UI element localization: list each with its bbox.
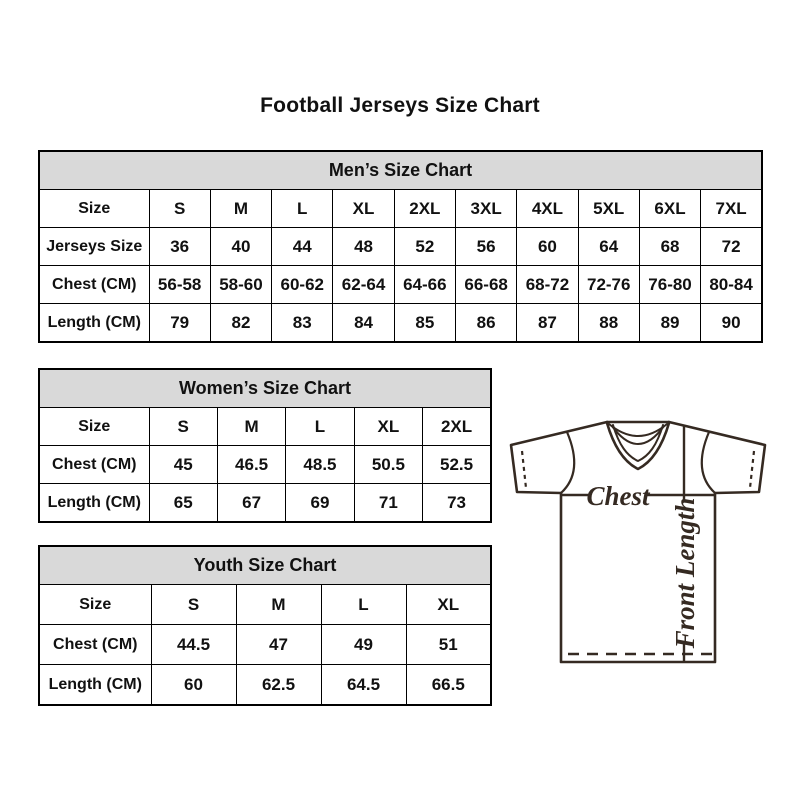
- column-header-cell: M: [217, 408, 285, 446]
- size-value-cell: 65: [149, 484, 217, 523]
- size-value-cell: 89: [639, 304, 700, 343]
- column-header-cell: 2XL: [394, 190, 455, 228]
- size-value-cell: 67: [217, 484, 285, 523]
- column-header-cell: 6XL: [639, 190, 700, 228]
- size-value-cell: 52.5: [423, 446, 491, 484]
- size-value-cell: 66-68: [455, 266, 516, 304]
- column-header-cell: 2XL: [423, 408, 491, 446]
- column-header-cell: XL: [354, 408, 422, 446]
- size-value-cell: 48: [333, 228, 394, 266]
- row-label-cell: Chest (CM): [39, 446, 149, 484]
- size-value-cell: 36: [149, 228, 210, 266]
- table-row: [39, 484, 491, 523]
- table-row: [39, 585, 491, 625]
- column-header-cell: L: [286, 408, 354, 446]
- size-value-cell: 45: [149, 446, 217, 484]
- mens-size-table: [38, 150, 763, 343]
- jersey-left-armhole-seam: [561, 432, 574, 493]
- womens-size-table: [38, 368, 492, 523]
- row-label-cell: Size: [39, 585, 151, 625]
- front-length-label: Front Length: [670, 497, 700, 649]
- size-value-cell: 71: [354, 484, 422, 523]
- size-value-cell: 68-72: [517, 266, 578, 304]
- size-value-cell: 64-66: [394, 266, 455, 304]
- size-value-cell: 60: [151, 665, 236, 706]
- jersey-diagram: [504, 410, 776, 668]
- size-value-cell: 56: [455, 228, 516, 266]
- column-header-cell: 5XL: [578, 190, 639, 228]
- column-header-cell: XL: [333, 190, 394, 228]
- size-value-cell: 66.5: [406, 665, 491, 706]
- table-row: [39, 625, 491, 665]
- size-value-cell: 82: [210, 304, 271, 343]
- size-value-cell: 86: [455, 304, 516, 343]
- size-value-cell: 50.5: [354, 446, 422, 484]
- size-value-cell: 46.5: [217, 446, 285, 484]
- column-header-cell: L: [321, 585, 406, 625]
- page-title: Football Jerseys Size Chart: [260, 94, 540, 117]
- size-value-cell: 62.5: [236, 665, 321, 706]
- size-value-cell: 40: [210, 228, 271, 266]
- row-label-cell: Jerseys Size: [39, 228, 149, 266]
- column-header-cell: S: [149, 190, 210, 228]
- size-value-cell: 51: [406, 625, 491, 665]
- size-value-cell: 47: [236, 625, 321, 665]
- size-value-cell: 60: [517, 228, 578, 266]
- table-title-row: [39, 546, 491, 585]
- table-row: [39, 446, 491, 484]
- column-header-cell: 7XL: [701, 190, 762, 228]
- table-row: [39, 190, 762, 228]
- size-value-cell: 79: [149, 304, 210, 343]
- row-label-cell: Length (CM): [39, 484, 149, 523]
- row-label-cell: Size: [39, 408, 149, 446]
- size-value-cell: 62-64: [333, 266, 394, 304]
- table-row: [39, 266, 762, 304]
- row-label-cell: Length (CM): [39, 665, 151, 706]
- size-value-cell: 68: [639, 228, 700, 266]
- size-value-cell: 73: [423, 484, 491, 523]
- column-header-cell: M: [236, 585, 321, 625]
- row-label-cell: Chest (CM): [39, 625, 151, 665]
- womens-table-title: Women’s Size Chart: [39, 369, 491, 408]
- size-value-cell: 64: [578, 228, 639, 266]
- size-value-cell: 49: [321, 625, 406, 665]
- table-row: [39, 228, 762, 266]
- left-cuff-stitch-line: [522, 451, 526, 488]
- size-value-cell: 52: [394, 228, 455, 266]
- size-value-cell: 90: [701, 304, 762, 343]
- row-label-cell: Size: [39, 190, 149, 228]
- table-row: [39, 408, 491, 446]
- table-row: [39, 304, 762, 343]
- jersey-right-armhole-seam: [702, 432, 715, 493]
- youth-size-table: [38, 545, 492, 706]
- column-header-cell: S: [151, 585, 236, 625]
- row-label-cell: Chest (CM): [39, 266, 149, 304]
- size-value-cell: 76-80: [639, 266, 700, 304]
- size-value-cell: 80-84: [701, 266, 762, 304]
- size-value-cell: 72-76: [578, 266, 639, 304]
- youth-table-title: Youth Size Chart: [39, 546, 491, 585]
- mens-table-title: Men’s Size Chart: [39, 151, 762, 190]
- size-value-cell: 48.5: [286, 446, 354, 484]
- column-header-cell: 3XL: [455, 190, 516, 228]
- size-value-cell: 44: [272, 228, 333, 266]
- column-header-cell: XL: [406, 585, 491, 625]
- size-value-cell: 56-58: [149, 266, 210, 304]
- size-value-cell: 69: [286, 484, 354, 523]
- column-header-cell: S: [149, 408, 217, 446]
- column-header-cell: M: [210, 190, 271, 228]
- table-row: [39, 665, 491, 706]
- size-value-cell: 87: [517, 304, 578, 343]
- column-header-cell: 4XL: [517, 190, 578, 228]
- table-title-row: [39, 151, 762, 190]
- size-value-cell: 85: [394, 304, 455, 343]
- size-value-cell: 44.5: [151, 625, 236, 665]
- right-cuff-stitch-line: [750, 451, 754, 488]
- table-title-row: [39, 369, 491, 408]
- size-value-cell: 58-60: [210, 266, 271, 304]
- size-value-cell: 60-62: [272, 266, 333, 304]
- row-label-cell: Length (CM): [39, 304, 149, 343]
- size-value-cell: 83: [272, 304, 333, 343]
- size-value-cell: 72: [701, 228, 762, 266]
- chest-label: Chest: [586, 481, 650, 511]
- size-value-cell: 64.5: [321, 665, 406, 706]
- column-header-cell: L: [272, 190, 333, 228]
- size-value-cell: 84: [333, 304, 394, 343]
- size-value-cell: 88: [578, 304, 639, 343]
